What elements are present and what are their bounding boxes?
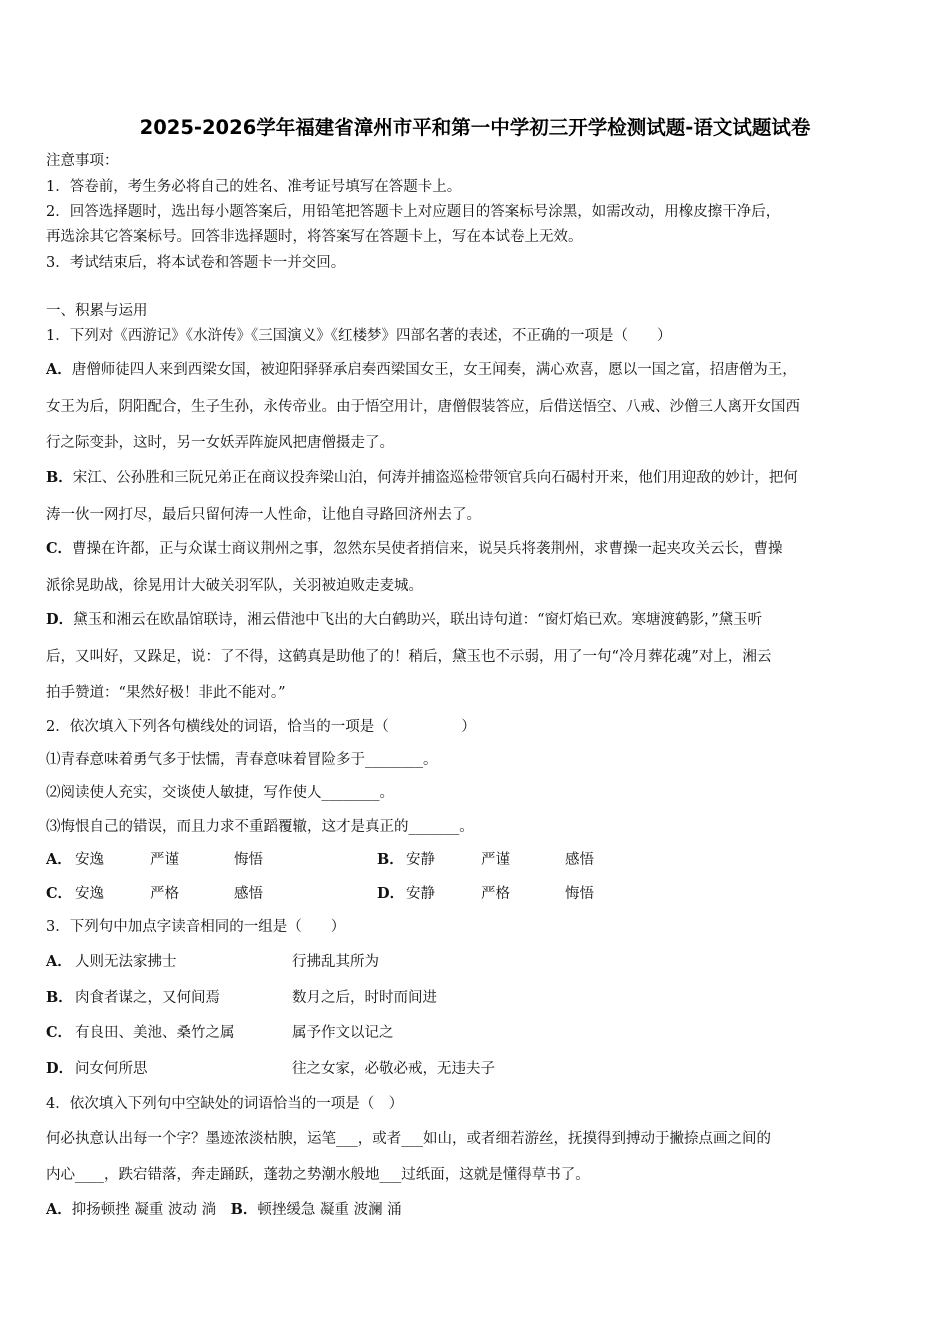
q2-option-d-label: D．: [377, 885, 405, 902]
q3-option-d-label: D．: [46, 1060, 74, 1077]
q2-option-a-label: A．: [46, 851, 72, 868]
q1-option-d-text: 黛玉和湘云在欧晶馆联诗，湘云借池中飞出的大白鹤助兴，联出诗句道：“窗灯焰已欢。寒塘渡鹤影，”黛玉听: [73, 612, 763, 628]
q3-option-d-right: 往之女家，必敬必戒，无违夫子: [292, 1061, 495, 1077]
q1-option-a-line-3: 行之际变卦，这时，另一女妖弄阵旋风把唐僧摄走了。: [46, 435, 394, 451]
q1-option-c-line-2: 派徐晃助战，徐晃用计大破关羽军队，关羽被迫败走麦城。: [46, 578, 423, 594]
q3-option-b-left: 肉食者谋之，又何间焉: [75, 990, 220, 1006]
page-title: 2025-2026学年福建省漳州市平和第一中学初三开学检测试题-语文试题试卷: [139, 116, 811, 139]
q4-option-a-text: 抑扬顿挫 凝重 波动 淌: [71, 1202, 217, 1218]
q4-options-line: [46, 1200, 402, 1220]
q3-option-a-left: 人则无法家拂士: [75, 954, 177, 970]
q1-option-c-line-1: [46, 539, 783, 559]
q2-option-b-word-1: 安静: [406, 852, 435, 868]
q1-option-b-text: 宋江、公孙胜和三阮兄弟正在商议投奔梁山泊，何涛并捕盗巡检带领官兵向石碣村开来，他们用迎敌的妙计，把何: [72, 470, 798, 486]
section-heading: 一、积累与运用: [46, 303, 148, 319]
q4-option-b-text: 顿挫缓急 凝重 波澜 涌: [257, 1202, 402, 1218]
q2-option-b-word-2: 严谨: [481, 852, 510, 868]
q1-option-b-line-1: [46, 468, 798, 488]
q4-passage-line-1: 何必执意认出每一个字？墨迹浓淡枯腴，运笔___，或者___如山，或者细若游丝，抚摸得到搏动于撇捺点画之间的: [46, 1131, 771, 1147]
q1-option-d-line-1: [46, 610, 762, 630]
q2-option-b-word-3: 感悟: [565, 852, 594, 868]
q1-option-a-line-1: [46, 360, 797, 380]
q3-option-c-right: 属予作文以记之: [292, 1025, 394, 1041]
q3-option-a-right: 行拂乱其所为: [292, 954, 379, 970]
q1-option-a-label: A．: [46, 361, 72, 378]
q3-option-a-label: A．: [46, 953, 72, 970]
q1-option-c-text: 曹操在许都，正与众谋士商议荆州之事，忽然东吴使者捎信来，说吴兵将袭荆州，求曹操一起夹攻关云长，曹操: [72, 541, 783, 557]
q1-option-a-text: 唐僧师徒四人来到西梁女国，被迎阳驿驿承启奏西梁国女王，女王闻奏，满心欢喜，愿以一国之富，招唐僧为王，: [71, 362, 797, 378]
notice-heading: 注意事项：: [46, 153, 119, 169]
q2-sentence-2: ⑵阅读使人充实，交谈使人敏捷，写作使人________。: [46, 785, 394, 801]
q3-option-b-label: B．: [46, 989, 73, 1006]
q2-option-b-label: B．: [377, 851, 404, 868]
q3-stem: 3．下列句中加点字读音相同的一组是（ ）: [46, 919, 346, 935]
q2-option-c-word-3: 感悟: [234, 886, 263, 902]
q1-option-c-label: C．: [46, 540, 73, 557]
q2-sentence-1: ⑴青春意味着勇气多于怯懦，青春意味着冒险多于________。: [46, 752, 438, 768]
q1-option-d-line-3: 拍手赞道：“果然好极！非此不能对。”: [46, 685, 286, 701]
q1-option-b-label: B．: [46, 469, 73, 486]
q3-option-d-left: 问女何所思: [75, 1061, 148, 1077]
q2-option-c-label: C．: [46, 885, 73, 902]
notice-item-3: 3．考试结束后，将本试卷和答题卡一并交回。: [46, 255, 346, 271]
q2-option-d-word-3: 悔悟: [565, 886, 594, 902]
q2-option-c-word-1: 安逸: [75, 886, 104, 902]
q2-option-a-word-2: 严谨: [150, 852, 179, 868]
q4-option-b-label: B．: [230, 1201, 258, 1218]
q2-stem: 2．依次填入下列各句横线处的词语，恰当的一项是（ ）: [46, 719, 476, 735]
q2-option-d-word-2: 严格: [481, 886, 510, 902]
q3-option-b-right: 数月之后，时时而间进: [292, 990, 437, 1006]
q3-option-c-left: 有良田、美池、桑竹之属: [75, 1025, 235, 1041]
q1-option-d-label: D．: [46, 611, 74, 628]
q2-option-d-word-1: 安静: [406, 886, 435, 902]
q1-option-b-line-2: 涛一伙一网打尽，最后只留何涛一人性命，让他自寻路回济州去了。: [46, 507, 481, 523]
notice-item-2-cont: 再选涂其它答案标号。回答非选择题时，将答案写在答题卡上，写在本试卷上无效。: [46, 229, 583, 245]
q2-option-a-word-1: 安逸: [75, 852, 104, 868]
q3-option-c-label: C．: [46, 1024, 73, 1041]
q2-option-a-word-3: 悔悟: [234, 852, 263, 868]
q1-stem: 1．下列对《西游记》《水浒传》《三国演义》《红楼梦》四部名著的表述，不正确的一项是（ ）: [46, 328, 672, 344]
q4-passage-line-2: 内心____，跌宕错落，奔走踊跃，蓬勃之势潮水般地___过纸面，这就是懂得草书了。: [46, 1167, 590, 1183]
q1-option-d-line-2: 后，又叫好，又跺足，说：了不得，这鹤真是助他了的！稍后，黛玉也不示弱，用了一句“冷月葬花魂”对上，湘云: [46, 649, 772, 665]
q2-option-c-word-2: 严格: [150, 886, 179, 902]
q1-option-a-line-2: 女王为后，阴阳配合，生子生孙，永传帝业。由于悟空用计，唐僧假装答应，后借送悟空、八戒、沙僧三人离开女国西: [46, 399, 800, 415]
notice-item-1: 1．答卷前，考生务必将自己的姓名、准考证号填写在答题卡上。: [46, 179, 462, 195]
q4-stem: 4．依次填入下列句中空缺处的词语恰当的一项是（ ）: [46, 1096, 404, 1112]
q2-sentence-3: ⑶悔恨自己的错误，而且力求不重蹈覆辙，这才是真正的_______。: [46, 819, 474, 835]
notice-item-2: 2．回答选择题时，选出每小题答案后，用铅笔把答题卡上对应题目的答案标号涂黑，如需改动，用橡皮擦干净后，: [46, 204, 781, 220]
q4-option-a-label: A．: [46, 1201, 72, 1218]
